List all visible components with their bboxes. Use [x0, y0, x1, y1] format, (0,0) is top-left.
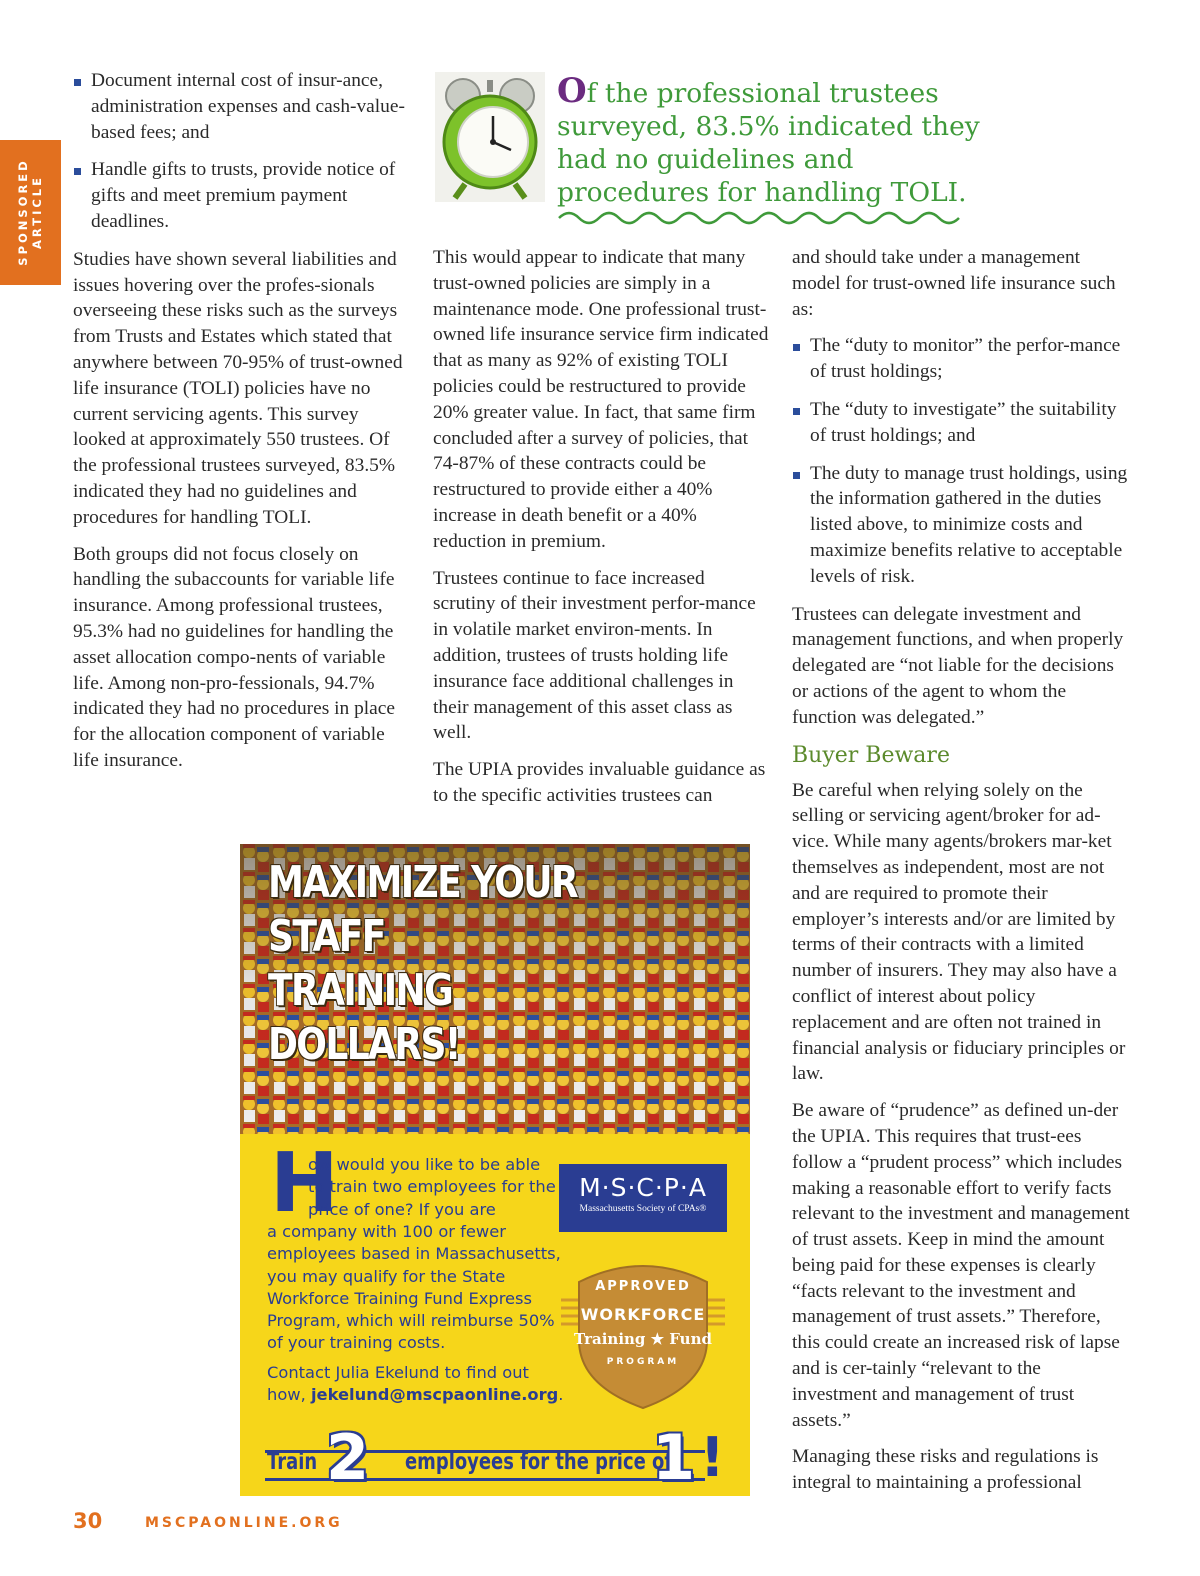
paragraph: Managing these risks and regulations is integral to maintaining a professional — [792, 1446, 1099, 1494]
footer-train: Train — [267, 1449, 318, 1475]
mscpa-logo-text: M·S·C·P·A — [579, 1173, 707, 1202]
workforce-training-fund-badge — [559, 1260, 727, 1410]
bullet-item: Handle gifts to trusts, provide notice of gifts and meet premium payment deadlines. — [73, 157, 408, 234]
wavy-divider — [557, 208, 967, 228]
paragraph: This would appear to indicate that many trust-owned policies are simply in a maintenance mode. One professional trust-owned life insurance service firm indicated that as many as 92% of existing TOLI policies could be restructured to provide 20% greater value. In fact, that same firm concluded after a survey of policies, that 74-87% of these contracts could be restructured to provide either a 40% increase in death benefit or a 40% reduction in premium. — [433, 247, 769, 552]
mscpa-logo — [559, 1164, 727, 1232]
footer-middle-text: employees for the price of — [405, 1449, 673, 1475]
subheading-buyer-beware: Buyer Beware — [792, 742, 950, 768]
column-3 — [792, 245, 1130, 1507]
pull-quote-initial: O — [557, 71, 587, 111]
bullet-item: The “duty to investigate” the suitability of trust holdings; and — [792, 397, 1130, 449]
paragraph: Be aware of “prudence” as defined un-der the UPIA. This requires that trust-ees follow a “prudent process” which includes making a reasonable effort to verify facts relevant to the investment and management of trust assets. Keep in mind the amount being paid for these expenses is clearly “facts relevant to the investment and management of trust assets.” Therefore, this could create an increased risk of lapse and is cer-tainly “relevant to the investment and management of trust assets.” — [792, 1100, 1130, 1431]
ad-contact — [267, 1362, 567, 1407]
ad-contact-email-link[interactable]: jekelund@mscpaonline.org — [310, 1385, 559, 1405]
badge-workforce: WORKFORCE — [580, 1305, 706, 1324]
column-2 — [433, 245, 771, 820]
sponsored-article-label: SPONSORED ARTICLE — [16, 158, 44, 266]
paragraph: and should take under a management model for trust-owned life insurance such as: — [792, 247, 1116, 320]
pull-quote-text: f the professional trustees surveyed, 83.5% indicated they had no guidelines and procedures for handling TOLI. — [557, 78, 980, 208]
ad-headline-line-1: MAXIMIZE YOUR STAFF — [268, 857, 578, 962]
ad-photo-lego-crowd — [240, 844, 750, 1134]
mscpa-advertisement[interactable] — [240, 844, 750, 1496]
ad-contact-period: . — [558, 1385, 564, 1405]
badge-training-fund: Training ★ Fund — [574, 1330, 712, 1348]
sponsored-article-tab — [0, 140, 61, 285]
ad-body-text-2: a company with 100 or fewer employees based in Massachusetts, you may qualify for the State Workforce Training Fund Express Program, which will reimburse 50% of your training costs. — [267, 1222, 561, 1353]
footer-exclamation: ! — [700, 1426, 725, 1489]
footer-number-1: 1 — [652, 1421, 696, 1494]
paragraph: Trustees continue to face increased scrutiny of their investment perfor-mance in volatile market environ-ments. In addition, trustees of trusts holding life insurance face additional challenges in their management of this asset class as well. — [433, 567, 756, 744]
page-number: 30 — [73, 1509, 103, 1533]
badge-approved: APPROVED — [595, 1279, 691, 1294]
site-link[interactable]: MSCPAONLINE.ORG — [145, 1515, 343, 1531]
pull-quote — [557, 71, 997, 209]
footer-number-2: 2 — [326, 1421, 370, 1494]
column-1 — [73, 68, 408, 785]
ad-contact-text: Contact Julia Ekelund to find out how, — [267, 1363, 529, 1405]
col3-bullet-list — [792, 333, 1130, 589]
bullet-item: Document internal cost of insur-ance, administration expenses and cash-value-based fees; and — [73, 68, 408, 145]
paragraph: Studies have shown several liabilities and issues hovering over the profes-sionals overseeing these risks such as the surveys from Trusts and Estates which stated that anywhere between 70-95% of trust-owned life insurance (TOLI) policies have no current servicing agents. This survey looked at approximately 550 trustees. Of the professional trustees surveyed, 83.5% indicated they had no guidelines and procedures for handling TOLI. — [73, 248, 403, 528]
paragraph: Trustees can delegate investment and management functions, and when properly delegated are “not liable for the decisions or actions of the agent to whom the function was delegated.” — [792, 603, 1124, 728]
badge-program: PROGRAM — [606, 1357, 680, 1367]
ad-drop-cap: H — [270, 1136, 339, 1231]
ad-headline-line-2: TRAINING DOLLARS! — [268, 965, 460, 1070]
paragraph: Both groups did not focus closely on handling the subaccounts for variable life insurance. Among professional trustees, 95.3% had no guidelines for handling the asset allocation compo-nents of variable life. Among non-pro-fessionals, 94.7% indicated they had no procedures in place for the allocation component of variable life insurance. — [73, 543, 395, 771]
bullet-item: The “duty to monitor” the perfor-mance of trust holdings; — [792, 333, 1130, 385]
mscpa-logo-subtext: Massachusetts Society of CPAs® — [579, 1204, 707, 1214]
ad-headline — [268, 856, 653, 1072]
col1-bullet-list — [73, 68, 408, 235]
alarm-clock-icon — [435, 72, 545, 202]
bullet-item: The duty to manage trust holdings, using the information gathered in the duties listed above, to minimize costs and maximize benefits relative to acceptable levels of risk. — [792, 461, 1130, 590]
paragraph: The UPIA provides invaluable guidance as to the specific activities trustees can — [433, 759, 766, 806]
ad-footer-tagline — [240, 1421, 750, 1494]
ad-body-text-1: ow would you like to be able to train two employees for the price of one? If you are — [308, 1155, 556, 1219]
paragraph: Be careful when relying solely on the selling or servicing agent/broker for ad-vice. While many agents/brokers mar-ket themselves as independent, most are not and are required to promote their employer’s interests and/or are limited by terms of their contracts with a limited number of insurers. They may also have a conflict of interest about policy replacement and are often not trained in financial analysis or fiduciary principles or law. — [792, 779, 1126, 1085]
